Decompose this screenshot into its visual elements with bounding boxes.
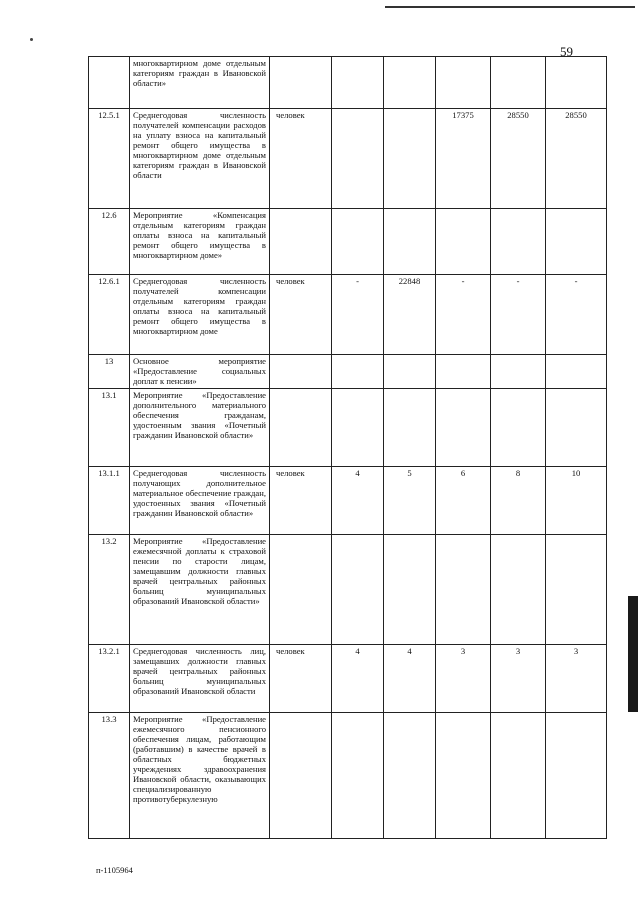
value-year-2: 22848 [384,275,436,355]
value-year-1: - [332,275,384,355]
row-number: 12.6 [89,209,130,275]
value-year-5: 28550 [546,109,607,209]
table-row [89,467,607,535]
row-unit [270,355,332,389]
value-year-4 [491,355,546,389]
value-year-4 [491,713,546,839]
value-year-3 [436,713,491,839]
value-year-2: 5 [384,467,436,535]
value-year-4 [491,209,546,275]
row-description: Среднегодовая численность лиц, замещавших должности главных врачей центральных районных больниц муниципальных образований Ивановской области [130,645,270,713]
row-unit: человек [270,109,332,209]
row-number: 13.2.1 [89,645,130,713]
value-year-5: - [546,275,607,355]
row-unit: человек [270,645,332,713]
value-year-1: 4 [332,467,384,535]
table-row [89,275,607,355]
row-description: многоквартирном доме отдельным категориям граждан в Ивановской области» [130,57,270,109]
table-row [89,209,607,275]
value-year-2 [384,57,436,109]
value-year-5: 10 [546,467,607,535]
row-number: 12.6.1 [89,275,130,355]
value-year-3 [436,209,491,275]
table-row [89,57,607,109]
value-year-1 [332,109,384,209]
value-year-4: 28550 [491,109,546,209]
value-year-2 [384,355,436,389]
value-year-4: 3 [491,645,546,713]
value-year-5 [546,209,607,275]
value-year-5: 3 [546,645,607,713]
scan-edge-line [385,6,635,8]
row-description: Мероприятие «Предоставление ежемесячного пенсионного обеспечения лицам, работающим (работавшим) в качестве врачей в областных бюджетных учреждениях здравоохранения Ивановской области, оказывающих специализированную противотуберкулезную [130,713,270,839]
value-year-1 [332,57,384,109]
row-unit [270,713,332,839]
value-year-3 [436,535,491,645]
value-year-1: 4 [332,645,384,713]
row-unit [270,535,332,645]
table-row [89,645,607,713]
row-number: 13.3 [89,713,130,839]
value-year-3: 6 [436,467,491,535]
value-year-1 [332,209,384,275]
value-year-5 [546,57,607,109]
row-description: Мероприятие «Предоставление ежемесячной доплаты к страховой пенсии по старости лицам, замещавшим должности главных врачей центральных районных больниц муниципальных образований Ивановской области» [130,535,270,645]
value-year-5 [546,355,607,389]
value-year-2: 4 [384,645,436,713]
value-year-1 [332,535,384,645]
value-year-3: 17375 [436,109,491,209]
table-row [89,535,607,645]
table-row [89,713,607,839]
row-unit: человек [270,467,332,535]
row-description: Мероприятие «Предоставление дополнительного материального обеспечения гражданам, удостоенным звания «Почетный гражданин Ивановской области» [130,389,270,467]
value-year-2 [384,109,436,209]
row-unit: человек [270,275,332,355]
table-row [89,109,607,209]
value-year-2 [384,713,436,839]
value-year-3: - [436,275,491,355]
value-year-3 [436,355,491,389]
value-year-1 [332,355,384,389]
value-year-4 [491,389,546,467]
value-year-5 [546,535,607,645]
indicators-table [88,56,607,839]
value-year-2 [384,389,436,467]
row-number: 13.2 [89,535,130,645]
row-number: 13.1 [89,389,130,467]
row-description: Основное мероприятие «Предоставление социальных доплат к пенсии» [130,355,270,389]
row-unit [270,57,332,109]
scan-edge-bar [628,596,638,712]
row-unit [270,209,332,275]
row-description: Среднегодовая численность получателей компенсации расходов на уплату взноса на капитальный ремонт общего имущества в многоквартирном доме отдельным категориям граждан в Ивановской области [130,109,270,209]
table-row [89,355,607,389]
row-number: 13.1.1 [89,467,130,535]
row-number: 12.5.1 [89,109,130,209]
row-number [89,57,130,109]
document-id: п-1105964 [96,865,133,875]
value-year-4: 8 [491,467,546,535]
value-year-2 [384,535,436,645]
table-row [89,389,607,467]
value-year-3 [436,57,491,109]
scan-speck [30,38,33,41]
value-year-3 [436,389,491,467]
value-year-4: - [491,275,546,355]
row-description: Среднегодовая численность получающих дополнительное материальное обеспечение граждан, удостоенных звания «Почетный гражданин Ивановской области» [130,467,270,535]
value-year-2 [384,209,436,275]
value-year-1 [332,713,384,839]
row-unit [270,389,332,467]
row-description: Среднегодовая численность получателей компенсации отдельным категориям граждан оплаты взноса на капитальный ремонт общего имущества в многоквартирном доме [130,275,270,355]
row-number: 13 [89,355,130,389]
value-year-4 [491,535,546,645]
value-year-5 [546,713,607,839]
value-year-3: 3 [436,645,491,713]
row-description: Мероприятие «Компенсация отдельным категориям граждан оплаты взноса на капитальный ремонт общего имущества в многоквартирном доме» [130,209,270,275]
page-number: 59 [560,44,573,59]
value-year-4 [491,57,546,109]
value-year-5 [546,389,607,467]
value-year-1 [332,389,384,467]
